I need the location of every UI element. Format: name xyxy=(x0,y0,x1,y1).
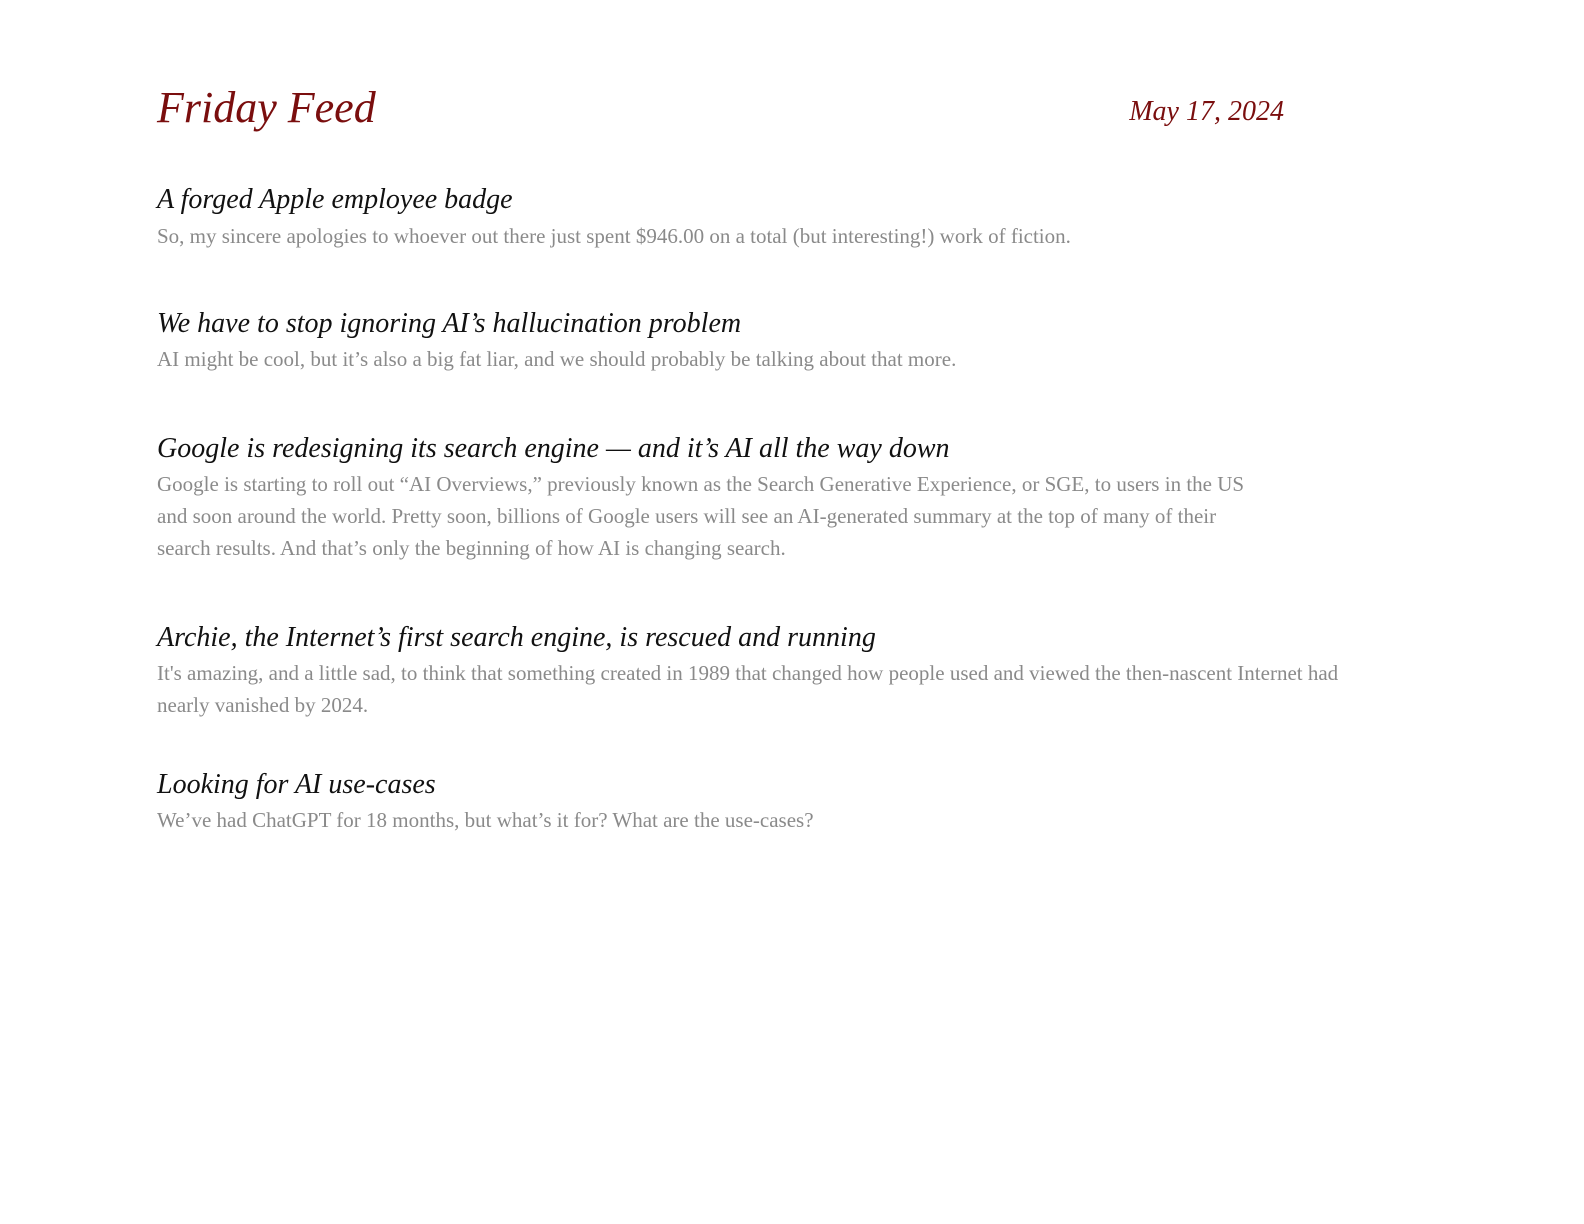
feed-item xyxy=(157,307,1357,375)
feed-item-summary: Google is starting to roll out “AI Overviews,” previously known as the Search Generative Experience, or SGE, to users in the US and soon around the world. Pretty soon, billions of Google users will see an AI-generated summary at the top of many of their search results. And that’s only the beginning of how AI is changing search. xyxy=(157,472,1245,560)
feed-item-title: Archie, the Internet’s first search engine, is rescued and running xyxy=(157,622,876,653)
feed-item-summary: We’ve had ChatGPT for 18 months, but what’s it for? What are the use-cases? xyxy=(157,808,814,832)
page-title: Friday Feed xyxy=(157,83,376,132)
feed-item-title: Google is redesigning its search engine — and it’s AI all the way down xyxy=(157,433,950,464)
page-header xyxy=(157,80,1284,140)
feed-item-title: Looking for AI use-cases xyxy=(157,769,436,800)
feed-item xyxy=(157,183,1357,252)
feed-item-title: A forged Apple employee badge xyxy=(157,184,513,215)
feed-item-summary: It's amazing, and a little sad, to think that something created in 1989 that changed how people used and viewed the then-nascent Internet had nearly vanished by 2024. xyxy=(157,661,1339,717)
feed-item xyxy=(157,621,1357,721)
feed-item-title-link[interactable] xyxy=(157,432,1357,466)
publish-date: May 17, 2024 xyxy=(1129,96,1284,127)
feed-item-title: We have to stop ignoring AI’s hallucination problem xyxy=(157,308,742,339)
feed-item xyxy=(157,432,1357,564)
feed-item-summary: So, my sincere apologies to whoever out there just spent $946.00 on a total (but interesting!) work of fiction. xyxy=(157,224,1071,248)
feed-item-title-link[interactable] xyxy=(157,621,1357,655)
feed-item-summary: AI might be cool, but it’s also a big fat liar, and we should probably be talking about that more. xyxy=(157,347,957,371)
feed-item-title-link[interactable] xyxy=(157,183,1357,218)
feed-item xyxy=(157,768,1357,836)
feed-item-title-link[interactable] xyxy=(157,768,1357,802)
feed-item-title-link[interactable] xyxy=(157,307,1357,341)
